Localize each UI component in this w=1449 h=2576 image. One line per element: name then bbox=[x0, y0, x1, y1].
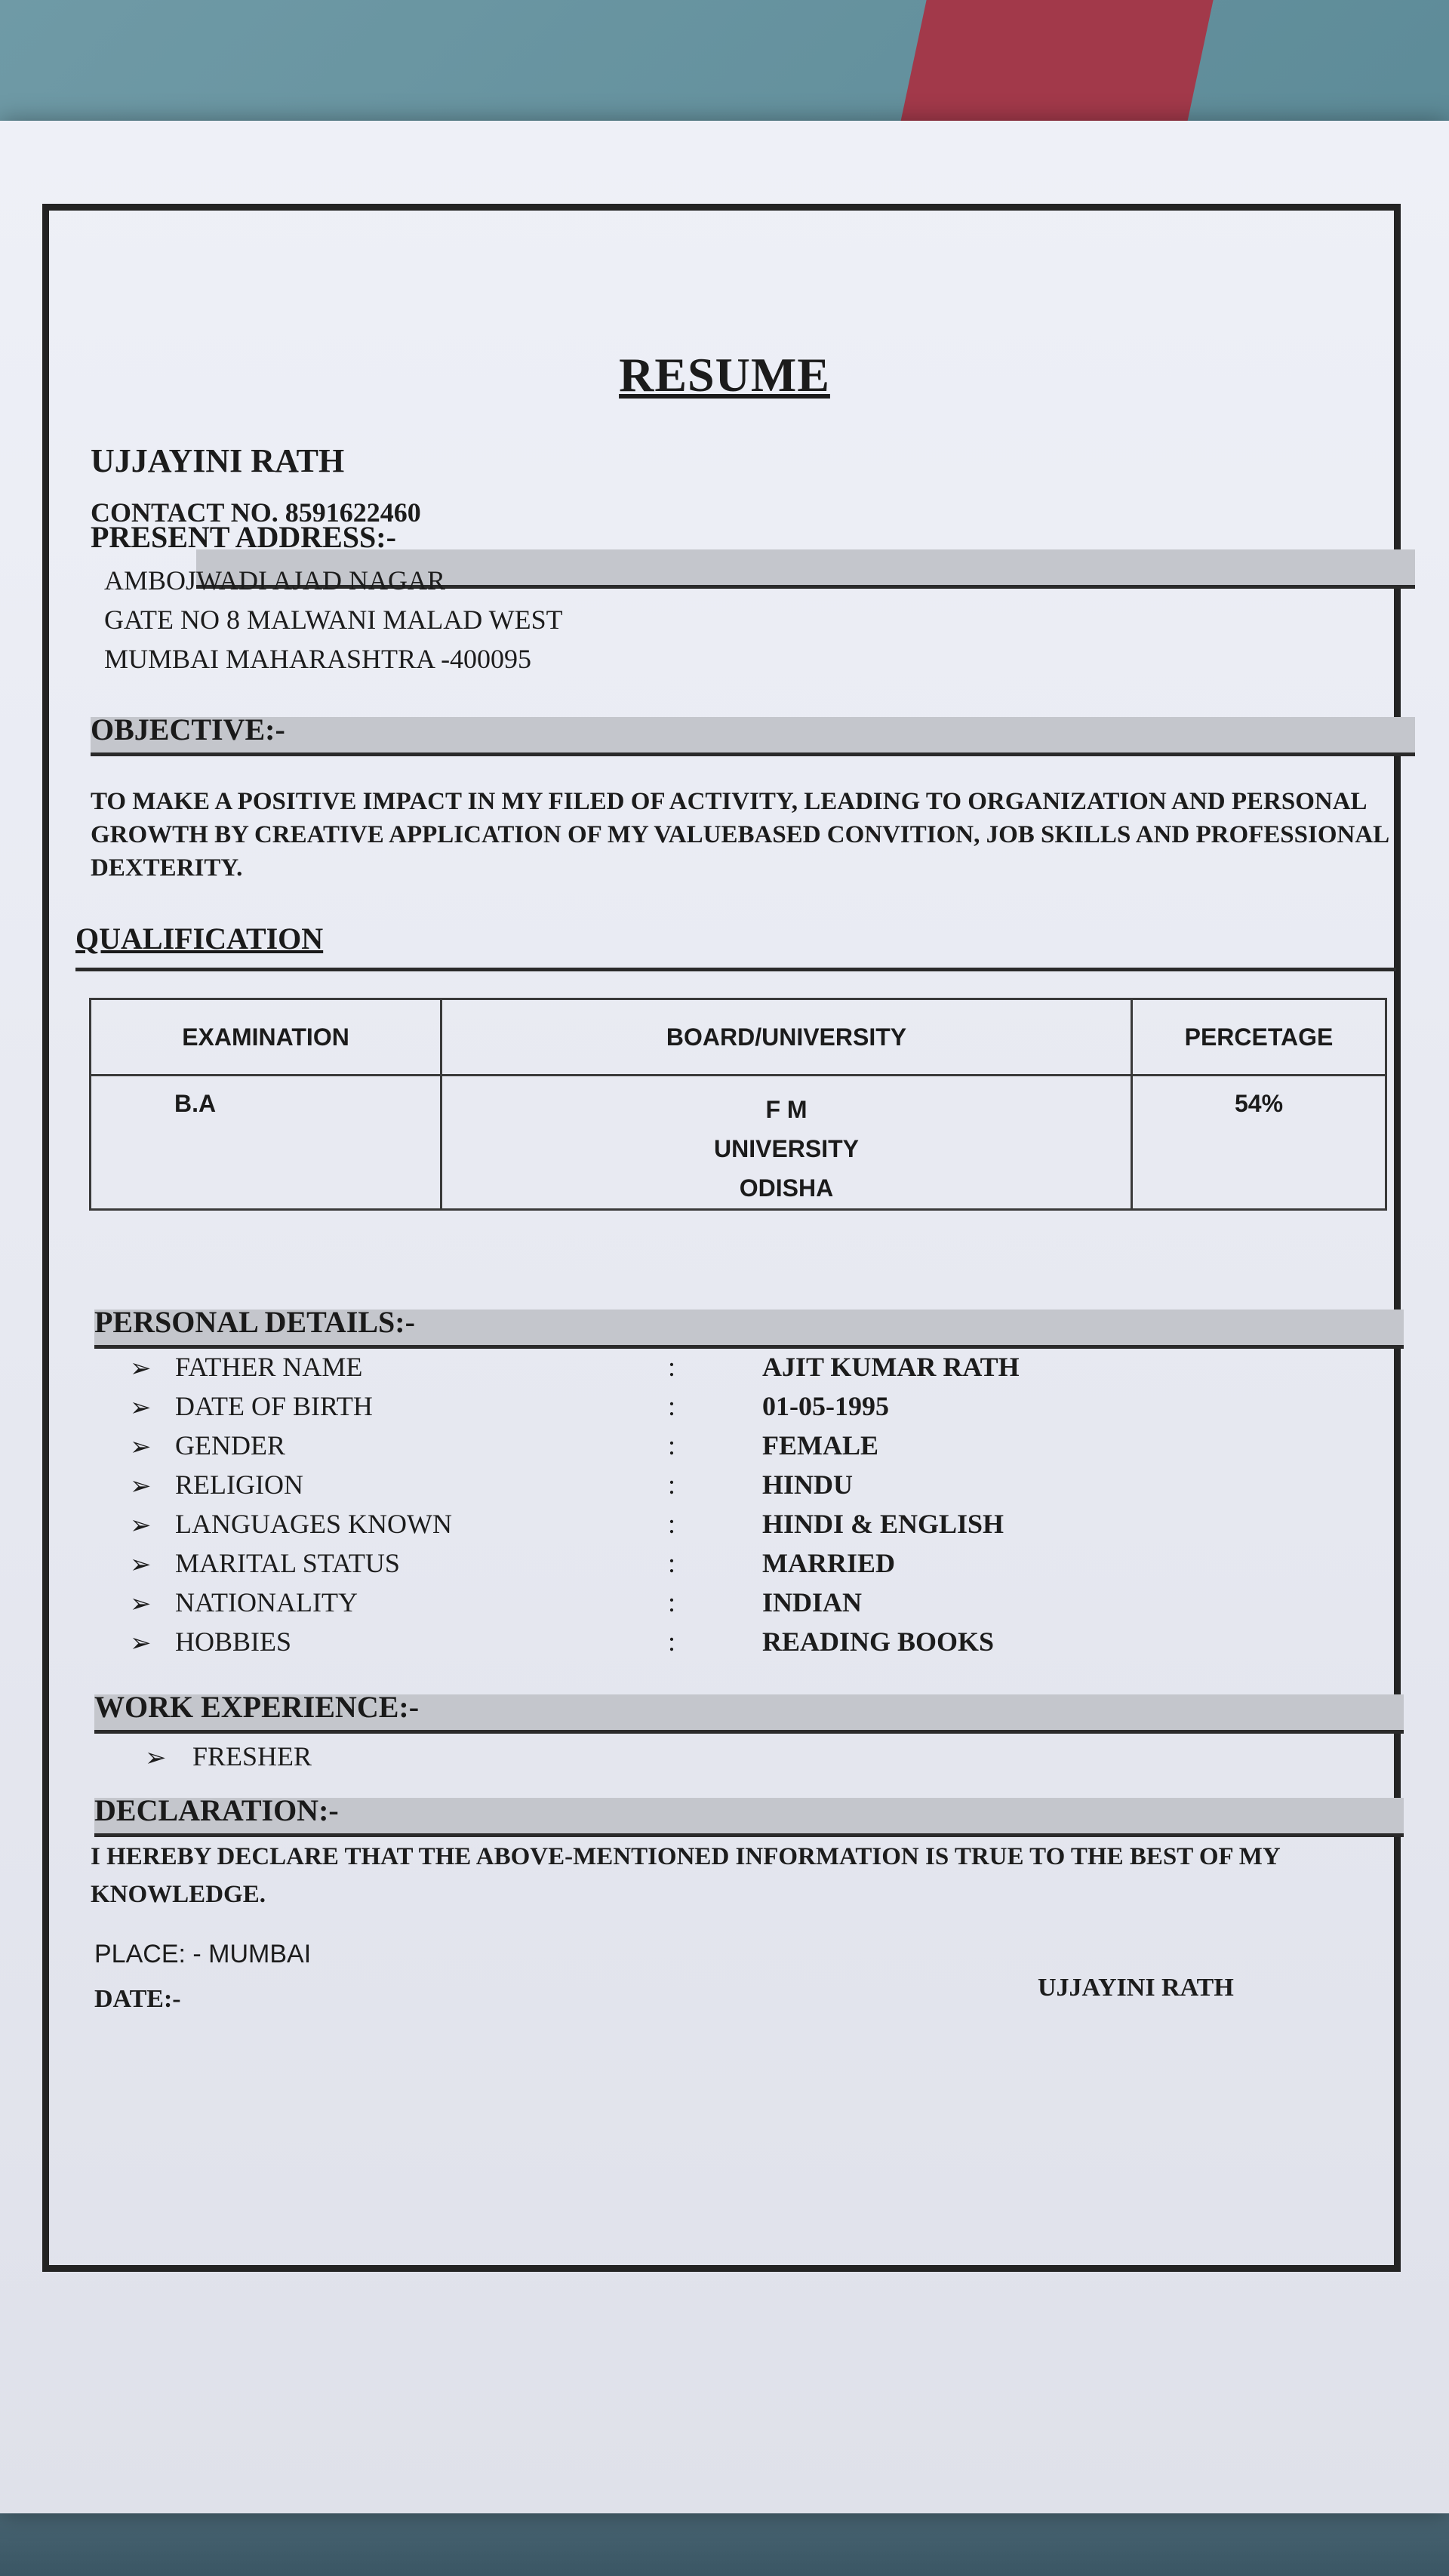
work-item: FRESHER bbox=[192, 1741, 312, 1771]
objective-heading-bar bbox=[91, 717, 1415, 756]
board-line-2: UNIVERSITY bbox=[713, 1135, 860, 1162]
separator: : bbox=[668, 1391, 676, 1421]
date-line: DATE:- bbox=[94, 1985, 181, 2013]
personal-value: MARRIED bbox=[762, 1548, 895, 1578]
contact-number: CONTACT NO. 8591622460 bbox=[91, 497, 421, 528]
personal-label: MARITAL STATUS bbox=[175, 1548, 400, 1578]
personal-value: 01-05-1995 bbox=[762, 1391, 889, 1421]
personal-label: FATHER NAME bbox=[175, 1352, 363, 1382]
personal-label: DATE OF BIRTH bbox=[175, 1391, 373, 1421]
column-header-examination: EXAMINATION bbox=[91, 999, 441, 1076]
personal-label: LANGUAGES KNOWN bbox=[175, 1509, 452, 1539]
column-header-board: BOARD/UNIVERSITY bbox=[441, 999, 1132, 1076]
personal-label: HOBBIES bbox=[175, 1627, 292, 1657]
personal-value: HINDU bbox=[762, 1470, 854, 1500]
address-line-1: AMBOJWADI AJAD NAGAR bbox=[104, 565, 446, 596]
signature-name: UJJAYINI RATH bbox=[1038, 1974, 1234, 2002]
bullet-arrow-icon: ➢ bbox=[130, 1473, 152, 1500]
personal-value: FEMALE bbox=[762, 1430, 879, 1460]
personal-value: HINDI & ENGLISH bbox=[762, 1509, 1004, 1539]
separator: : bbox=[668, 1548, 676, 1578]
bullet-arrow-icon: ➢ bbox=[130, 1394, 152, 1422]
column-header-percentage: PERCETAGE bbox=[1132, 999, 1386, 1076]
table-header-row bbox=[91, 999, 1386, 1076]
separator: : bbox=[668, 1352, 676, 1382]
place-line: PLACE: - MUMBAI bbox=[94, 1940, 312, 1968]
personal-label: NATIONALITY bbox=[175, 1587, 358, 1617]
separator: : bbox=[668, 1587, 676, 1617]
separator: : bbox=[668, 1509, 676, 1539]
address-line-3: MUMBAI MAHARASHTRA -400095 bbox=[104, 644, 532, 674]
personal-value: AJIT KUMAR RATH bbox=[762, 1352, 1020, 1382]
work-heading: WORK EXPERIENCE:- bbox=[94, 1690, 420, 1724]
qualification-heading: QUALIFICATION bbox=[75, 922, 324, 956]
declaration-text: I HEREBY DECLARE THAT THE ABOVE-MENTIONED INFORMATION IS TRUE TO THE BEST OF MY KNOWLEDGE. bbox=[91, 1843, 1280, 1908]
address-line-2: GATE NO 8 MALWANI MALAD WEST bbox=[104, 605, 563, 635]
resume-paper bbox=[0, 121, 1449, 2513]
bullet-arrow-icon: ➢ bbox=[145, 1744, 167, 1772]
separator: : bbox=[668, 1627, 676, 1657]
personal-label: RELIGION bbox=[175, 1470, 303, 1500]
separator: : bbox=[668, 1430, 676, 1460]
bullet-arrow-icon: ➢ bbox=[130, 1433, 152, 1461]
objective-heading: OBJECTIVE:- bbox=[91, 712, 285, 746]
bullet-arrow-icon: ➢ bbox=[130, 1512, 152, 1540]
personal-value: INDIAN bbox=[762, 1587, 863, 1617]
cell-board bbox=[441, 1076, 1132, 1210]
bullet-arrow-icon: ➢ bbox=[130, 1551, 152, 1579]
cell-exam: B.A bbox=[91, 1076, 441, 1210]
board-line-3: ODISHA bbox=[739, 1174, 834, 1202]
address-heading: PRESENT ADDRESS:- bbox=[91, 520, 396, 554]
declaration-heading: DECLARATION:- bbox=[94, 1793, 339, 1827]
personal-label: GENDER bbox=[175, 1430, 285, 1460]
cell-percentage: 54% bbox=[1132, 1076, 1386, 1210]
personal-heading: PERSONAL DETAILS:- bbox=[94, 1305, 415, 1339]
objective-text: TO MAKE A POSITIVE IMPACT IN MY FILED OF ACTIVITY, LEADING TO ORGANIZATION AND PERSONAL GROWTH BY CREATIVE APPLICATION OF MY VALUEBASED CONVITION, JOB SKILLS AND PROFESSIONAL DEXTERITY. bbox=[91, 788, 1389, 882]
qualification-table bbox=[89, 998, 1387, 1211]
table-row bbox=[91, 1076, 1386, 1210]
separator: : bbox=[668, 1470, 676, 1500]
bullet-arrow-icon: ➢ bbox=[130, 1590, 152, 1618]
page-title: RESUME bbox=[619, 348, 830, 402]
candidate-name: UJJAYINI RATH bbox=[91, 442, 345, 479]
personal-value: READING BOOKS bbox=[762, 1627, 995, 1657]
qualification-rule bbox=[75, 968, 1396, 971]
bullet-arrow-icon: ➢ bbox=[130, 1630, 152, 1657]
bullet-arrow-icon: ➢ bbox=[130, 1355, 152, 1383]
board-line-1: F M bbox=[765, 1096, 808, 1123]
